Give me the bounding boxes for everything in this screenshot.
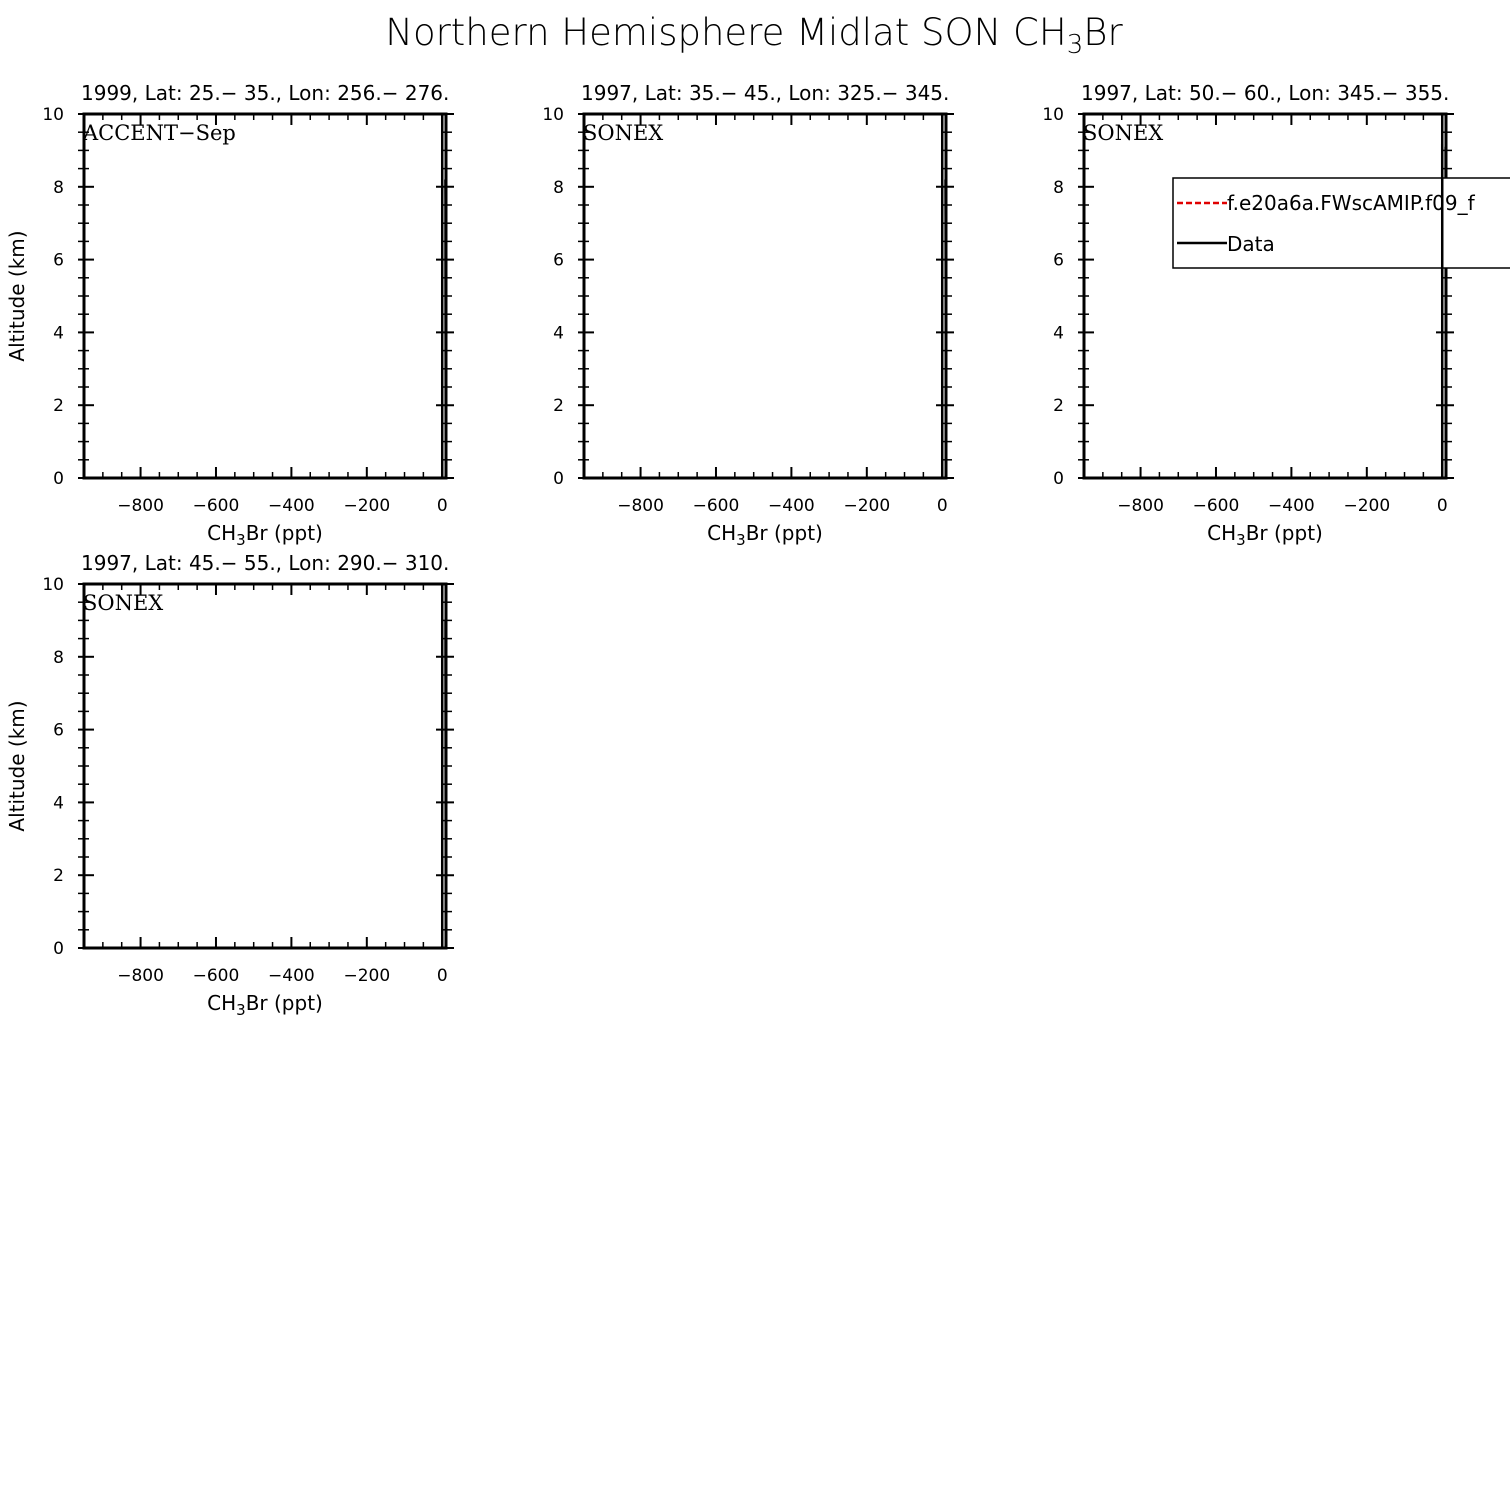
x-tick-label: −200 — [343, 966, 391, 986]
panel-2 — [542, 81, 954, 549]
panel-title: 1999, Lat: 25.− 35., Lon: 256.− 276. — [81, 81, 450, 105]
x-axis-label-subscript: 3 — [236, 1001, 246, 1019]
x-tick-label: −200 — [1343, 496, 1391, 516]
x-axis-label-subscript: 3 — [1236, 531, 1246, 549]
x-tick-label: −800 — [1117, 496, 1164, 516]
y-tick-label: 4 — [53, 793, 64, 814]
legend-label-model: f.e20a6a.FWscAMIP.f09_f — [1227, 191, 1475, 215]
x-tick-label: −200 — [843, 496, 891, 516]
x-tick-label: −800 — [117, 496, 164, 516]
main-title-subscript: 3 — [1066, 30, 1084, 60]
plot-frame — [584, 114, 946, 478]
y-tick-label: 0 — [553, 469, 564, 489]
y-tick-label: 10 — [542, 105, 564, 125]
plot-frame — [1084, 114, 1446, 478]
x-axis-label-part: CH — [207, 521, 237, 545]
y-tick-label: 6 — [1053, 250, 1064, 271]
x-axis-label-tail: Br (ppt) — [745, 521, 823, 545]
x-tick-label: −600 — [192, 496, 240, 516]
x-tick-label: 0 — [936, 496, 948, 516]
panels — [5, 81, 1510, 1019]
y-tick-label: 6 — [553, 250, 564, 271]
y-tick-label: 2 — [1053, 396, 1064, 417]
campaign-label: SONEX — [83, 591, 164, 615]
main-title — [385, 11, 1123, 60]
campaign-label: SONEX — [583, 121, 664, 145]
panel-title: 1997, Lat: 45.− 55., Lon: 290.− 310. — [81, 551, 450, 575]
x-tick-label: −600 — [692, 496, 740, 516]
x-axis-label-part: CH — [1207, 521, 1237, 545]
x-axis-label — [1207, 521, 1323, 549]
x-tick-label: −400 — [1268, 496, 1315, 516]
y-tick-label: 0 — [53, 469, 64, 489]
x-axis-label-part: CH — [207, 991, 237, 1015]
y-tick-label: 2 — [53, 866, 64, 887]
y-tick-label: 10 — [42, 575, 64, 595]
x-axis-label — [707, 521, 823, 549]
y-tick-label: 8 — [553, 177, 564, 198]
y-tick-label: 0 — [1053, 469, 1064, 489]
y-tick-label: 8 — [1053, 177, 1064, 198]
x-tick-label: −400 — [268, 496, 315, 516]
x-axis-label-tail: Br (ppt) — [1245, 521, 1323, 545]
panel-1 — [5, 81, 454, 549]
campaign-label: ACCENT−Sep — [83, 121, 236, 145]
y-tick-label: 4 — [1053, 323, 1064, 344]
x-tick-label: −600 — [1192, 496, 1240, 516]
y-tick-label: 10 — [1042, 105, 1064, 125]
x-axis-label — [207, 521, 323, 549]
x-axis-label-tail: Br (ppt) — [245, 521, 323, 545]
y-tick-label: 6 — [53, 720, 64, 741]
y-tick-label: 8 — [53, 177, 64, 198]
y-tick-label: 6 — [53, 250, 64, 271]
x-tick-label: −600 — [192, 966, 240, 986]
x-tick-label: 0 — [436, 966, 448, 986]
y-tick-label: 10 — [42, 105, 64, 125]
panel-title: 1997, Lat: 35.− 45., Lon: 325.− 345. — [581, 81, 950, 105]
y-axis-label: Altitude (km) — [5, 700, 29, 832]
panel-title: 1997, Lat: 50.− 60., Lon: 345.− 355. — [1081, 81, 1450, 105]
x-axis-label-tail: Br (ppt) — [245, 991, 323, 1015]
plot-frame — [84, 584, 446, 948]
x-axis-label-subscript: 3 — [236, 531, 246, 549]
x-tick-label: 0 — [1436, 496, 1448, 516]
x-axis-label-part: CH — [707, 521, 737, 545]
x-axis-label-subscript: 3 — [736, 531, 746, 549]
x-tick-label: −200 — [343, 496, 391, 516]
x-tick-label: −400 — [268, 966, 315, 986]
y-tick-label: 4 — [553, 323, 564, 344]
panel-4 — [5, 551, 454, 1019]
x-tick-label: 0 — [436, 496, 448, 516]
campaign-label: SONEX — [1083, 121, 1164, 145]
y-tick-label: 2 — [553, 396, 564, 417]
legend — [1173, 178, 1510, 268]
x-tick-label: −800 — [617, 496, 664, 516]
x-tick-label: −800 — [117, 966, 164, 986]
y-tick-label: 0 — [53, 939, 64, 959]
y-axis-label: Altitude (km) — [5, 230, 29, 362]
main-title-tail: Br — [1083, 11, 1123, 54]
plot-frame — [84, 114, 446, 478]
panel-3 — [1042, 81, 1510, 549]
x-tick-label: −400 — [768, 496, 815, 516]
y-tick-label: 4 — [53, 323, 64, 344]
y-tick-label: 2 — [53, 396, 64, 417]
legend-label-data: Data — [1227, 232, 1275, 256]
y-tick-label: 8 — [53, 647, 64, 668]
x-axis-label — [207, 991, 323, 1019]
main-title-text: Northern Hemisphere Midlat SON CH — [385, 11, 1067, 54]
